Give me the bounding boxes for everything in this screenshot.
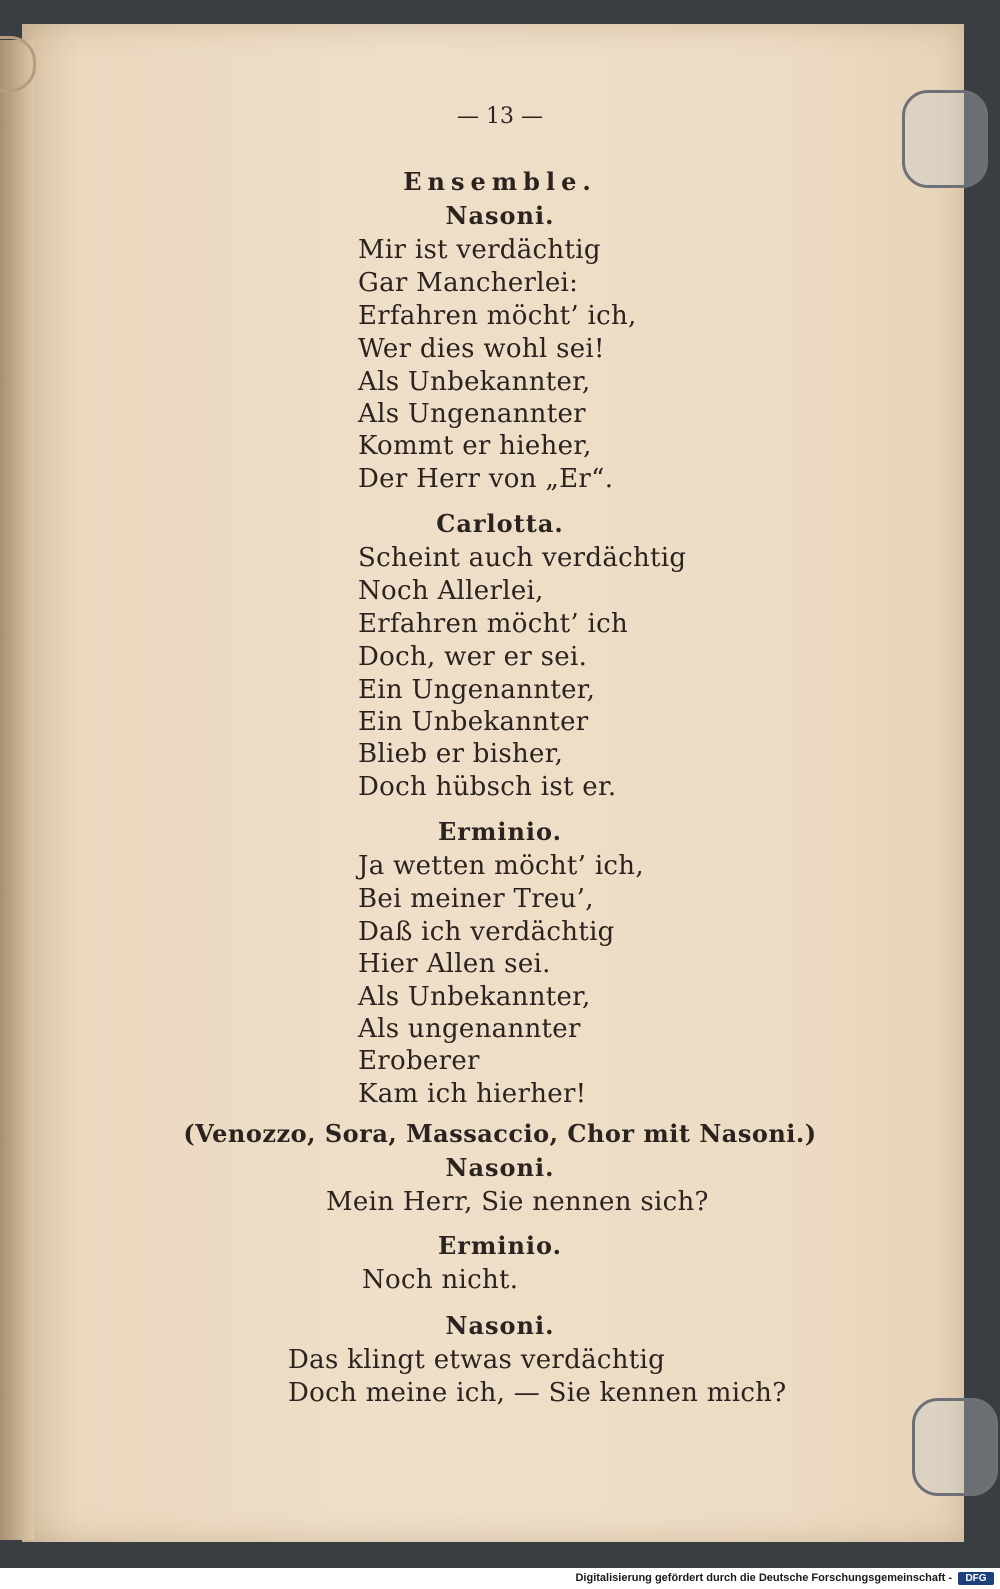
verse-line: Als Unbekannter, [358, 982, 591, 1012]
speaker-erminio: Erminio. [438, 1231, 562, 1260]
verse-line: Als Ungenannter [358, 399, 586, 429]
verse-line: Kam ich hierher! [358, 1079, 587, 1109]
heading-ensemble: Ensemble. [403, 167, 597, 196]
verse-line: Noch nicht. [362, 1265, 519, 1295]
verse-line: Doch hübsch ist er. [358, 772, 617, 802]
verse-line: Als ungenannter [358, 1014, 581, 1044]
verse-line: Kommt er hieher, [358, 431, 592, 461]
verse-line: Mein Herr, Sie nennen sich? [326, 1187, 709, 1217]
verse-line: Noch Allerlei, [358, 576, 544, 606]
verse-line: Scheint auch verdächtig [358, 543, 687, 573]
speaker-nasoni: Nasoni. [445, 201, 555, 230]
verse-line: Doch, wer er sei. [358, 642, 588, 672]
verse-line: Mir ist verdächtig [358, 235, 601, 265]
verse-line: Daß ich verdächtig [358, 917, 615, 947]
dfg-logo: DFG [958, 1572, 994, 1585]
verse-line: Erfahren möcht’ ich, [358, 301, 637, 331]
verse-line: Bei meiner Treu’, [358, 884, 594, 914]
verse-line: Doch meine ich, — Sie kennen mich? [288, 1378, 787, 1408]
speaker-carlotta: Carlotta. [436, 509, 564, 538]
speaker-erminio: Erminio. [438, 817, 562, 846]
speaker-nasoni: Nasoni. [445, 1153, 555, 1182]
verse-line: Wer dies wohl sei! [358, 334, 605, 364]
verse-line: Ja wetten möcht’ ich, [358, 851, 644, 881]
footer-bar [0, 1568, 1000, 1589]
page-number: — 13 — [457, 104, 543, 129]
verse-line: Das klingt etwas verdächtig [288, 1345, 666, 1375]
verse-line: Erfahren möcht’ ich [358, 609, 629, 639]
verse-line: Blieb er bisher, [358, 739, 564, 769]
stage-direction: (Venozzo, Sora, Massaccio, Chor mit Nasoni.) [183, 1119, 817, 1148]
verse-line: Als Unbekannter, [358, 367, 591, 397]
verse-line: Hier Allen sei. [358, 949, 551, 979]
footer-credit: Digitalisierung gefördert durch die Deutsche Forschungsgemeinschaft - [575, 1572, 952, 1584]
verse-line: Ein Ungenannter, [358, 675, 596, 705]
verse-line: Eroberer [358, 1046, 480, 1076]
speaker-nasoni: Nasoni. [445, 1311, 555, 1340]
verse-line: Gar Mancherlei: [358, 268, 579, 298]
verse-line: Der Herr von „Er“. [358, 464, 614, 494]
verse-line: Ein Unbekannter [358, 707, 589, 737]
